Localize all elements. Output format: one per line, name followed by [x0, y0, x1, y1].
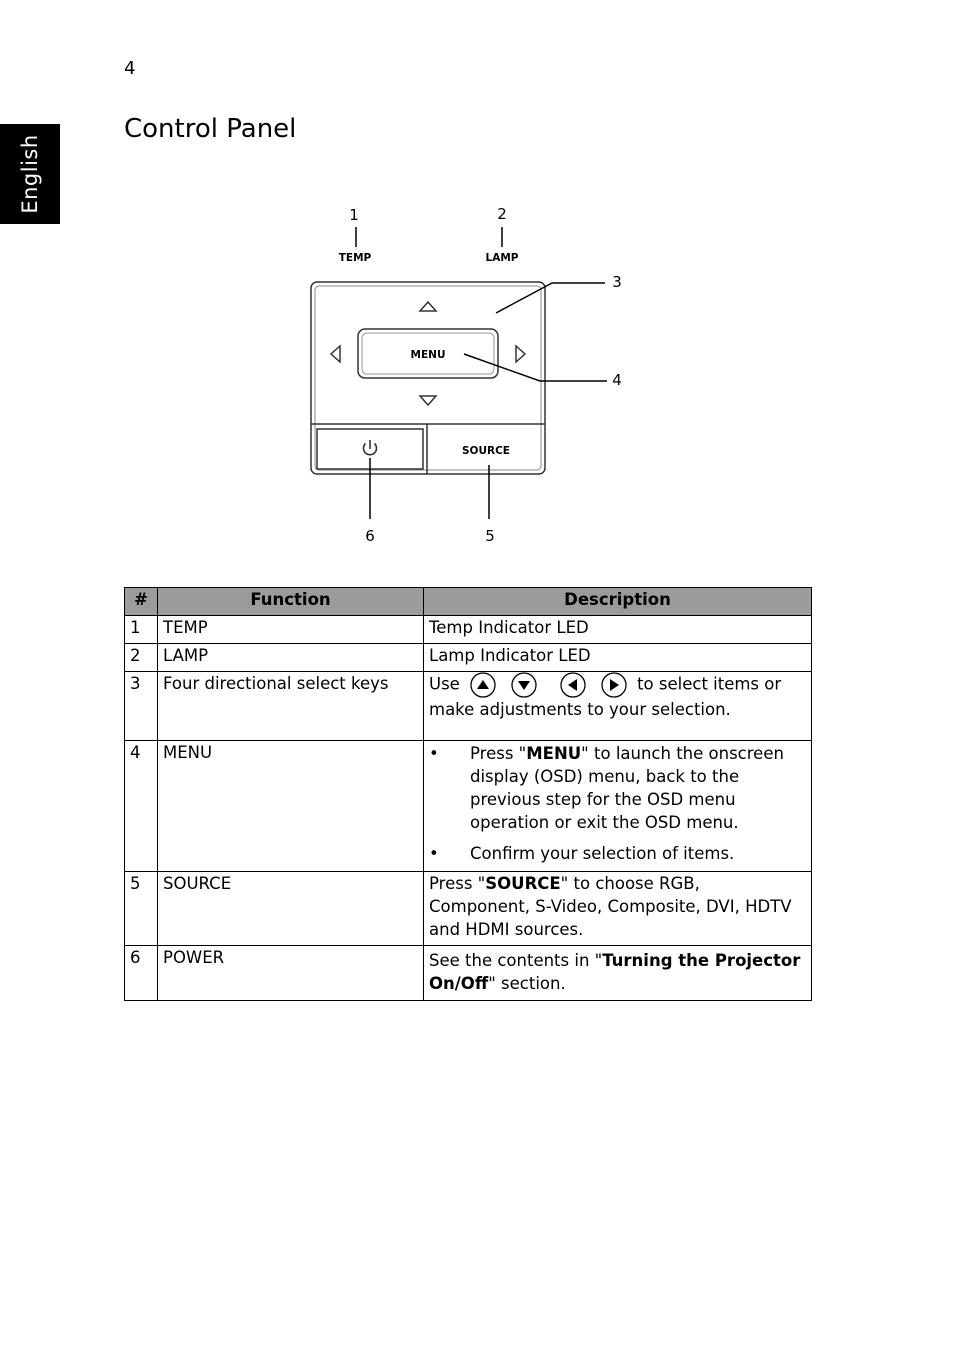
row-function: Four directional select keys [158, 672, 424, 741]
up-key-icon [470, 672, 496, 698]
section-reference: Turning the Projector On/Off [429, 951, 801, 993]
row-function: SOURCE [158, 872, 424, 946]
row-function: MENU [158, 741, 424, 872]
list-item: • Confirm your selection of items. [429, 842, 806, 865]
header-number: # [125, 588, 158, 616]
row-number: 5 [125, 872, 158, 946]
page-title: Control Panel [124, 114, 297, 144]
row-description [424, 672, 812, 741]
table-row [125, 872, 812, 946]
select-keys-description: to select items or make adjustments to your selection. [429, 674, 782, 719]
row-description: See the contents in "Turning the Projector On/Off" section. [424, 946, 812, 1001]
row-description [424, 741, 812, 872]
list-item: • Press "MENU" to launch the onscreen display (OSD) menu, back to the previous step for the OSD menu operation or exit the OSD menu. [429, 742, 806, 834]
table-row [125, 946, 812, 1001]
callout-5: 5 [485, 527, 495, 545]
temp-led-label: TEMP [338, 252, 372, 264]
use-text: Use [429, 674, 460, 694]
table-row [125, 616, 812, 644]
callout-2: 2 [497, 205, 507, 223]
source-key-name: SOURCE [485, 874, 561, 893]
side-tab-label: English [18, 134, 42, 214]
row-number: 4 [125, 741, 158, 872]
table-row [125, 644, 812, 672]
control-panel-diagram [0, 0, 954, 560]
row-function: TEMP [158, 616, 424, 644]
menu-key-name: MENU [526, 744, 582, 763]
row-description: Temp Indicator LED [424, 616, 812, 644]
left-key-icon [560, 672, 586, 698]
page-number: 4 [124, 58, 136, 79]
source-key-label: SOURCE [462, 445, 510, 457]
table-row [125, 741, 812, 872]
table-header-row [125, 588, 812, 616]
row-number: 6 [125, 946, 158, 1001]
callout-4: 4 [612, 371, 622, 389]
table-row [125, 672, 812, 741]
menu-bullet-list [429, 742, 806, 865]
lamp-led-label: LAMP [485, 252, 519, 264]
header-function: Function [158, 588, 424, 616]
row-number: 3 [125, 672, 158, 741]
menu-key-label: MENU [410, 349, 446, 361]
row-number: 1 [125, 616, 158, 644]
menu-key[interactable] [358, 329, 498, 378]
callout-1: 1 [349, 206, 359, 224]
row-function: LAMP [158, 644, 424, 672]
right-key-icon [601, 672, 627, 698]
function-table [124, 587, 812, 1001]
row-description: Press "SOURCE" to choose RGB, Component, S-Video, Composite, DVI, HDTV and HDMI sources. [424, 872, 812, 946]
header-description: Description [424, 588, 812, 616]
source-key[interactable] [462, 445, 510, 457]
down-key-icon [511, 672, 537, 698]
callout-6: 6 [365, 527, 375, 545]
row-description: Lamp Indicator LED [424, 644, 812, 672]
row-number: 2 [125, 644, 158, 672]
callout-3: 3 [612, 273, 622, 291]
row-function: POWER [158, 946, 424, 1001]
